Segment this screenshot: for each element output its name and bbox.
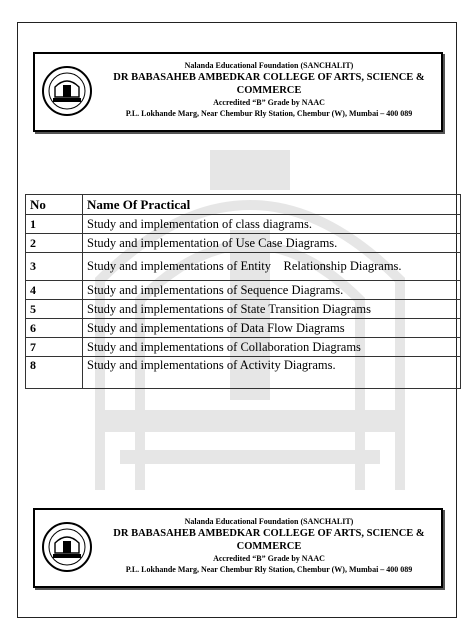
row-number: 1 bbox=[26, 215, 83, 234]
column-header-name: Name Of Practical bbox=[83, 195, 461, 215]
practical-name: Study and implementations of Entity Relationship Diagrams. bbox=[83, 253, 461, 281]
accreditation: Accredited “B” Grade by NAAC bbox=[213, 554, 325, 563]
table-row bbox=[26, 281, 461, 300]
table-header-row bbox=[26, 195, 461, 215]
row-number: 3 bbox=[26, 253, 83, 281]
row-number: 6 bbox=[26, 319, 83, 338]
college-logo-icon bbox=[41, 65, 93, 117]
practical-name: Study and implementations of Collaboration Diagrams bbox=[83, 338, 461, 357]
table-row bbox=[26, 357, 461, 389]
foundation-name: Nalanda Educational Foundation (SANCHALIT) bbox=[184, 517, 354, 526]
college-name-line2: COMMERCE bbox=[236, 85, 302, 96]
table-row bbox=[26, 338, 461, 357]
college-address: P.L. Lokhande Marg, Near Chembur Rly Station, Chembur (W), Mumbai – 400 089 bbox=[125, 109, 413, 118]
college-header-bottom bbox=[33, 508, 443, 588]
practical-name: Study and implementation of Use Case Diagrams. bbox=[83, 234, 461, 253]
college-header-top bbox=[33, 52, 443, 132]
practical-name: Study and implementations of Activity Diagrams. bbox=[83, 357, 461, 389]
practical-name: Study and implementations of Sequence Diagrams. bbox=[83, 281, 461, 300]
college-logo-icon bbox=[41, 521, 93, 573]
column-header-no: No bbox=[26, 195, 83, 215]
row-number: 4 bbox=[26, 281, 83, 300]
practical-list-table bbox=[25, 194, 461, 389]
table-row bbox=[26, 234, 461, 253]
table-row bbox=[26, 319, 461, 338]
college-address: P.L. Lokhande Marg, Near Chembur Rly Station, Chembur (W), Mumbai – 400 089 bbox=[125, 565, 413, 574]
college-name-line1: DR BABASAHEB AMBEDKAR COLLEGE OF ARTS, SCIENCE & bbox=[113, 72, 425, 83]
accreditation: Accredited “B” Grade by NAAC bbox=[213, 98, 325, 107]
practical-name: Study and implementations of State Transition Diagrams bbox=[83, 300, 461, 319]
row-number: 7 bbox=[26, 338, 83, 357]
practical-name: Study and implementation of class diagrams. bbox=[83, 215, 461, 234]
practical-name: Study and implementations of Data Flow Diagrams bbox=[83, 319, 461, 338]
row-number: 2 bbox=[26, 234, 83, 253]
foundation-name: Nalanda Educational Foundation (SANCHALIT) bbox=[184, 61, 354, 70]
row-number: 5 bbox=[26, 300, 83, 319]
college-name-line1: DR BABASAHEB AMBEDKAR COLLEGE OF ARTS, SCIENCE & bbox=[113, 528, 425, 539]
table-row bbox=[26, 215, 461, 234]
table-row bbox=[26, 300, 461, 319]
row-number: 8 bbox=[26, 357, 83, 389]
college-name-line2: COMMERCE bbox=[236, 541, 302, 552]
table-row bbox=[26, 253, 461, 281]
